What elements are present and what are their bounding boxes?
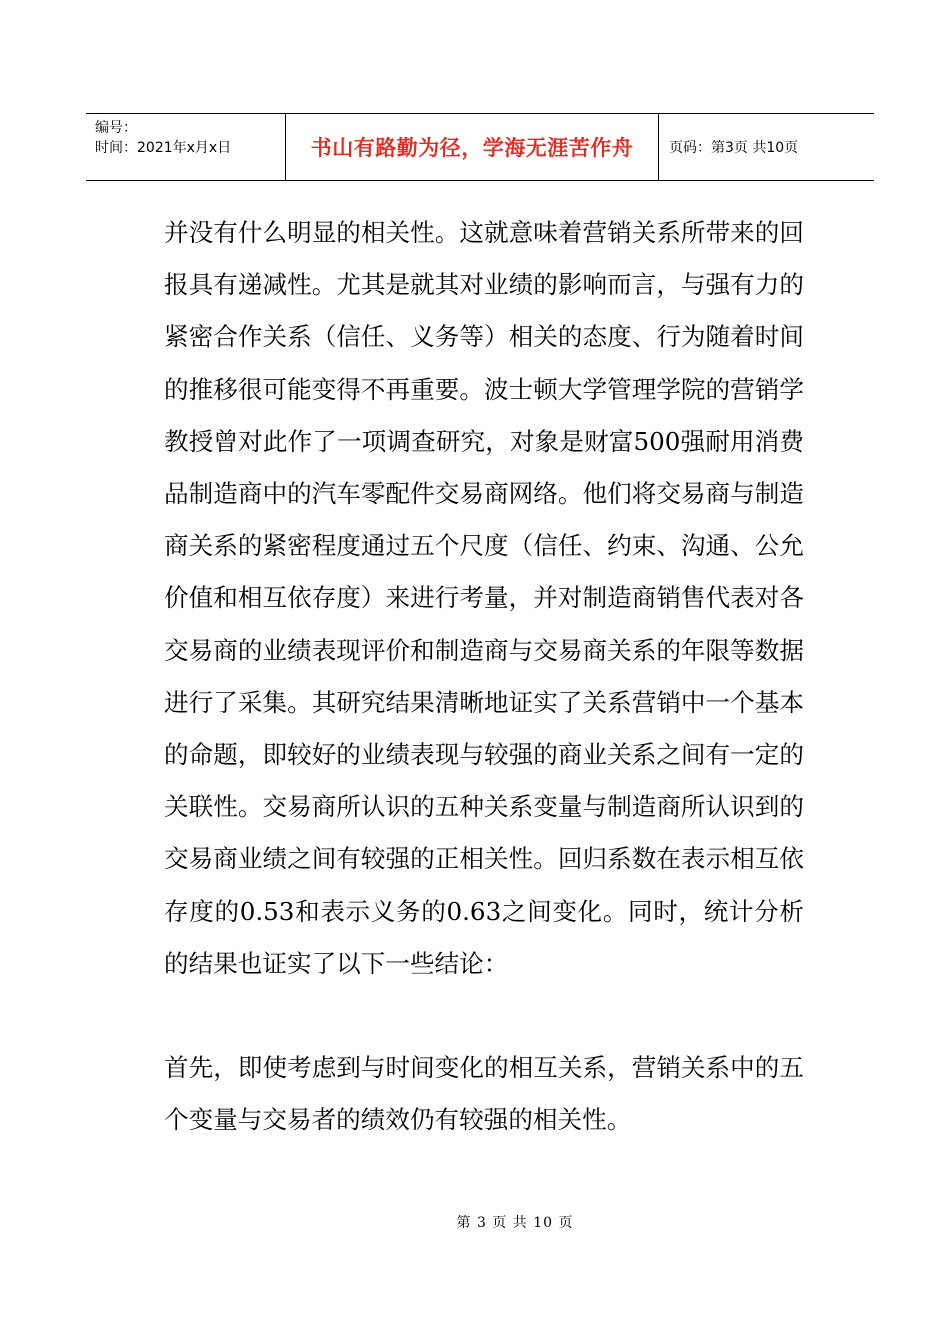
body-paragraph: 并没有什么明显的相关性。这就意味着营销关系所带来的回报具有递减性。尤其是就其对业绩的影响而言，与强有力的紧密合作关系（信任、义务等）相关的态度、行为随着时间的推移很可能变得不再重要。波士顿大学管理学院的营销学教授曾对此作了一项调查研究，对象是财富500强耐用消费品制造商中的汽车零配件交易商网络。他们将交易商与制造商关系的紧密程度通过五个尺度（信任、约束、沟通、公允价值和相互依存度）来进行考量，并对制造商销售代表对各交易商的业绩表现评价和制造商与交易商关系的年限等数据进行了采集。其研究结果清晰地证实了关系营销中一个基本的命题，即较好的业绩表现与较强的商业关系之间有一定的关联性。交易商所认识的五种关系变量与制造商所认识到的交易商业绩之间有较强的正相关性。回归系数在表示相互依存度的0.53和表示义务的0.63之间变化。同时，统计分析的结果也证实了以下一些结论： — [164, 218, 804, 978]
page-footer — [0, 1212, 950, 1232]
header-motto-cell — [286, 114, 659, 180]
header-page-cell — [659, 114, 874, 180]
document-header — [86, 113, 874, 181]
header-meta-cell — [86, 114, 286, 180]
document-body — [164, 207, 804, 1146]
document-number-label: 编号： — [95, 120, 137, 136]
footer-page-number: 第 3 页 共 10 页 — [456, 1215, 574, 1231]
header-page-code: 页码：第3页 共10页 — [669, 140, 799, 156]
body-paragraph: 首先，即使考虑到与时间变化的相互关系，营销关系中的五个变量与交易者的绩效仍有较强的相关性。 — [164, 1053, 804, 1135]
header-motto: 书山有路勤为径，学海无涯苦作舟 — [310, 136, 634, 160]
document-time-label: 时间：2021年x月x日 — [95, 140, 232, 156]
